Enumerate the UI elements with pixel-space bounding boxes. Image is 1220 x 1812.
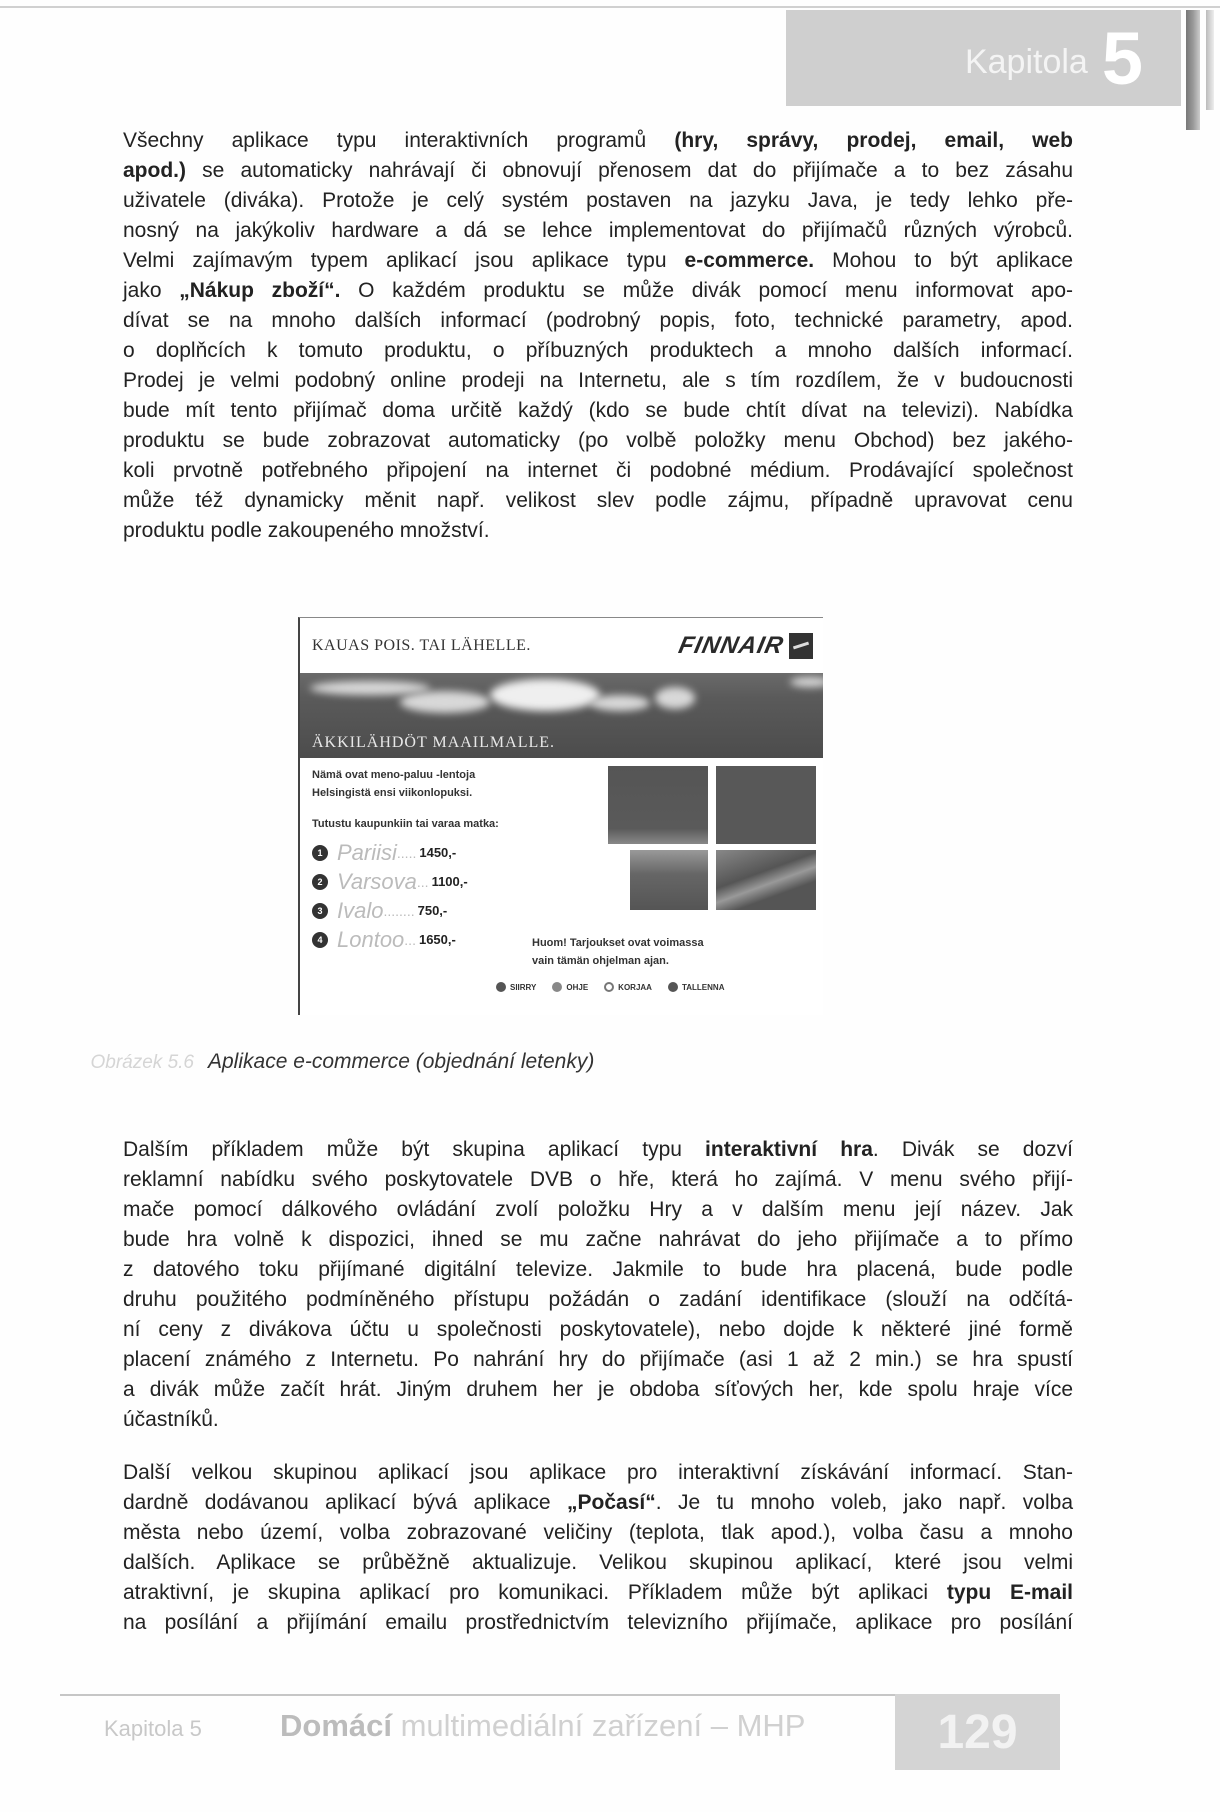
paragraph-information-apps [88,1458,1073,1638]
figure-caption [90,1050,595,1074]
footer-book-title [280,1708,805,1744]
text-line: nosný na jakýkoliv hardware a dá se lehce implementovat do přijímačů různých výrobců. [123,219,1073,242]
text-line: města nebo území, volba zobrazované veličiny (teplota, tlak apod.), volba času a mnoho [123,1521,1073,1544]
chapter-header-tab [786,10,1181,106]
footer-rule [60,1694,895,1696]
text: se automaticky nahrávají či obnovují přenosem dat do přijímače a to bez zásahu [186,159,1073,182]
bold-text: (hry, správy, prodej, email, web [674,129,1073,152]
offer-price: 1450,- [419,845,457,860]
text-line: koli prvotně potřebného připojení na internet či podobné médium. Prodávající společnost [123,459,1073,482]
cloud-shape [655,687,695,709]
button-label: TALLENNA [681,982,725,992]
korjaa-button[interactable] [604,982,652,992]
text-line: placení známého z Internetu. Po nahrání hry do přijímače (asi 1 až 2 min.) se hra spustí [123,1348,1073,1371]
offer-intro [312,766,475,802]
text-line: dalších. Aplikace se průběžně aktualizuje. Velikou skupinou aplikací, které jsou velmi [123,1551,1073,1574]
blue-dot-icon [668,982,678,992]
footer-title-rest: multimediální zařízení – MHP [391,1708,806,1743]
top-rule [0,6,1220,8]
offer-note [532,934,704,970]
caption-text: Aplikace e-commerce (objednání letenky) [208,1050,595,1073]
text-line: o doplňcích k tomuto produktu, o příbuzných produktech a mnoho dalších informací. [123,339,1073,362]
red-dot-icon [496,982,506,992]
offer-item-pariisi[interactable] [312,838,468,867]
bold-text: e-commerce. [684,249,815,272]
text: atraktivní, je skupina aplikací pro komunikaci. Příkladem může být aplikaci [123,1581,947,1604]
bold-text: „Počasí“ [567,1491,656,1514]
photo-tile-2 [716,766,816,844]
tallenna-button[interactable] [668,982,725,992]
bold-text: „Nákup zboží“. [179,279,341,302]
text: . Divák se dozví [872,1138,1073,1161]
note-line: Huom! Tarjoukset ovat voimassa [532,937,704,949]
text: Všechny aplikace typu interaktivních programů [123,129,675,152]
page-edge-bar [1186,10,1200,130]
offer-item-varsova[interactable] [312,867,468,896]
offer-city: Ivalo [337,897,384,923]
figure-slogan: KAUAS POIS. TAI LÄHELLE. [312,636,531,654]
cloud-shape [310,681,430,695]
siirry-button[interactable] [496,982,536,992]
text-line: z datového toku přijímané digitální televize. Jakmile to bude hra placená, bude podle [123,1258,1073,1281]
figure-header [300,618,823,673]
text: Velmi zajímavým typem aplikací jsou aplikace typu [123,249,685,272]
paragraph-ecommerce [88,126,1073,546]
text-line: mače pomocí dálkového ovládání zvolí položku Hry a v dalším menu její název. Jak [123,1198,1073,1221]
paragraph-interactive-games [88,1135,1073,1435]
figure-body [300,758,823,1016]
text-line [88,246,1073,276]
text: . Je tu mnoho voleb, jako např. volba [655,1491,1073,1514]
intro-line: Helsingistä ensi viikonlopuksi. [312,787,473,799]
photo-tile-4 [716,850,816,910]
intro-line: Nämä ovat meno-paluu -lentoja [312,769,476,781]
text-line: produktu se bude zobrazovat automaticky (po volbě položky menu Obchod) bez jakého- [123,429,1073,452]
text-line: dívat se na mnoho dalších informací (podrobný popis, foto, technické parametry, apod. [123,309,1073,332]
text: O každém produktu se může divák pomocí menu informovat apo- [340,279,1074,302]
brand-name: FINNAIR [675,631,786,659]
ohje-button[interactable] [552,982,588,992]
bold-text: typu E-mail [946,1581,1073,1604]
text-line: na posílání a přijímání emailu prostřednictvím televizního přijímače, aplikace pro posílání [123,1611,1073,1634]
offer-city: Lontoo [337,926,405,952]
chapter-label: Kapitola [964,42,1088,81]
cloud-banner-image [300,673,823,758]
cloud-shape [490,679,600,711]
cloud-shape [400,691,490,713]
text-line: Další velkou skupinou aplikací jsou aplikace pro interaktivní získávání informací. Stan- [123,1461,1073,1484]
text: Mohou to být aplikace [814,249,1073,272]
cloud-shape [590,695,650,711]
text: dardně dodávanou aplikací bývá aplikace [123,1491,568,1514]
text-line: uživatele (diváka). Protože je celý systém postaven na jazyku Java, je tedy lehko pře- [123,189,1073,212]
offer-price: 750,- [417,903,448,918]
text-line: a divák může začít hrát. Jiným druhem her je obdoba síťových her, kde spolu hraje více [123,1378,1073,1401]
offer-list [312,838,468,954]
text-line: Prodej je velmi podobný online prodeji na Internetu, ale s tím rozdílem, že v budoucnosti [123,369,1073,392]
cloud-shape [790,677,823,687]
leader-dots: ..... [396,844,417,861]
text-line [88,156,1073,186]
photo-tile-1 [608,766,708,844]
green-dot-icon [552,982,562,992]
page-number: 129 [895,1694,1060,1770]
chapter-number: 5 [1101,16,1143,100]
number-badge: 4 [312,932,328,948]
footer-title-bold: Domácí [280,1708,392,1743]
button-label: SIIRRY [510,982,537,992]
text-line [88,126,1073,156]
text-line: bude mít tento přijímač doma určitě každý (kdo se bude chtít dívat na televizi). Nabídka [123,399,1073,422]
footer-chapter: Kapitola 5 [104,1716,202,1741]
text-line [88,1578,1073,1608]
offer-price: 1100,- [431,874,468,889]
offer-city: Varsova [337,868,417,894]
figure-number: Obrázek 5.6 [90,1052,194,1073]
text-line: produktu podle zakoupeného množství. [123,519,490,542]
offer-city: Pariisi [337,839,397,865]
text-line: ní ceny z divákova účtu u společnosti poskytovatele), nebo dojde k některé jiné formě [123,1318,1073,1341]
offer-item-lontoo[interactable] [312,925,468,954]
airplane-logo-icon [789,633,813,659]
note-line: vain tämän ohjelman ajan. [532,955,669,967]
offer-item-ivalo[interactable] [312,896,468,925]
text: jako [123,279,180,302]
text-line: bude hra volně k dispozici, ihned se mu začne nahrávat do jeho přijímače a to přímo [123,1228,1073,1251]
text-line: reklamní nabídku svého poskytovatele DVB o hře, která ho zajímá. V menu svého přijí- [123,1168,1073,1191]
text: Dalším příkladem může být skupina aplikací typu [123,1138,706,1161]
number-badge: 3 [312,903,328,919]
text-line: účastníků. [123,1408,219,1431]
offer-price: 1650,- [418,932,456,947]
page-edge-bar-light [1206,10,1214,110]
photo-tile-3 [630,850,708,910]
brand-logo [675,631,813,660]
leader-dots: ........ [383,902,415,919]
bold-text: apod.) [123,159,186,182]
button-label: KORJAA [618,982,652,992]
remote-button-bar [496,982,724,992]
bold-text: interaktivní hra [705,1138,873,1161]
leader-dots: ... [416,873,429,890]
button-label: OHJE [566,982,589,992]
text-line [88,1135,1073,1165]
text-line: druhu použitého podmíněného přístupu požádán o zadání identifikace (slouží na odčítá- [123,1288,1073,1311]
text-line [88,1488,1073,1518]
banner-headline: ÄKKILÄHDÖT MAAILMALLE. [312,734,556,751]
offer-subheading: Tutustu kaupunkiin tai varaa matka: [312,818,499,830]
leader-dots: ... [404,931,416,948]
figure-finnair-app [298,617,823,1015]
number-badge: 1 [312,845,328,861]
yellow-dot-icon [604,982,614,992]
number-badge: 2 [312,874,328,890]
text-line: může též dynamicky měnit např. velikost slev podle zájmu, případně upravovat cenu [123,489,1073,512]
text-line [88,276,1073,306]
